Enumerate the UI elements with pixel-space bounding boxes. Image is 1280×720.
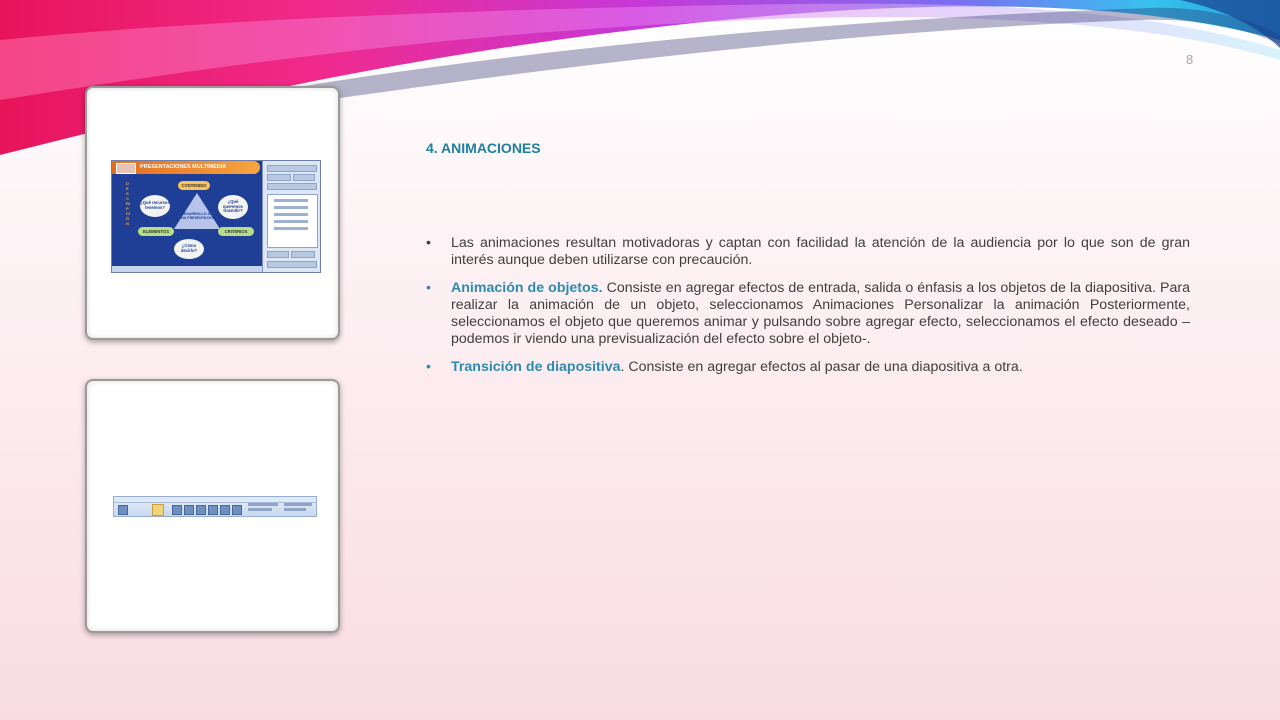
presentation-screenshot: [111, 160, 321, 273]
ribbon-button: [196, 505, 206, 515]
ribbon-button: [118, 505, 128, 515]
bullet-marker: •: [426, 359, 431, 375]
pane-effect-list: [267, 194, 318, 248]
triangle-label: DESARROLLO DE UNA PRESENTACIÓN: [178, 212, 216, 221]
bullet-item: [426, 280, 1190, 348]
bullet-item: [426, 235, 1190, 269]
ribbon-button: [220, 505, 230, 515]
bullet-text: . Consiste en agregar efectos al pasar de una diapositiva a otra.: [620, 359, 1023, 375]
ribbon-option: [284, 503, 312, 506]
triangle-shape: [174, 193, 220, 229]
cloud-queremos: ¿Qué queremos trasmitir?: [218, 195, 248, 219]
image-card-presentation: [85, 86, 340, 340]
pane-button: [293, 174, 315, 181]
logo-thumbnail: [116, 163, 136, 174]
screenshot-title: PRESENTACIONES MULTIMEDIA: [112, 161, 260, 174]
ribbon-option: [248, 508, 272, 511]
pill-criterios: CRITERIOS: [218, 227, 254, 236]
bullet-term: Animación de objetos.: [451, 280, 603, 296]
bullet-term: Transición de diapositiva: [451, 359, 621, 375]
cloud-recursos: ¿Qué recursos tenemos?: [140, 195, 170, 217]
page-number: 8: [1186, 52, 1194, 67]
ribbon-button: [172, 505, 182, 515]
ribbon-button: [152, 504, 164, 516]
bullet-text: Las animaciones resultan motivadoras y captan con facilidad la atención de la audiencia por lo que son de gran interés aunque deben utilizarse con precaución.: [451, 235, 1190, 268]
pane-list-item: [274, 227, 308, 230]
status-bar: [112, 266, 262, 272]
image-card-ribbon: [85, 379, 340, 633]
pane-list-item: [274, 213, 308, 216]
vertical-label: DESCRIPCIÓN: [126, 181, 130, 226]
pane-header: [267, 165, 317, 172]
bullet-marker: •: [426, 280, 431, 296]
bullet-list: [426, 235, 1190, 387]
pane-list-item: [274, 206, 308, 209]
bullet-marker: •: [426, 235, 431, 251]
pill-contenido: CONTENIDO: [178, 181, 210, 190]
animation-pane: [262, 161, 321, 272]
pane-field: [267, 183, 317, 190]
bullet-text: Consiste en agregar efectos de entrada, salida o énfasis a los objetos de la diapositiva. Para realizar la animación de un objeto, seleccionamos Animaciones Personalizar la animación Posteriormente, seleccionamos el objeto que queremos animar y pulsando sobre agregar efecto, seleccionamos el efecto deseado –podemos ir viendo una previsualización del efecto sobre el objeto-.: [451, 280, 1190, 347]
ribbon-button: [184, 505, 194, 515]
pane-button: [267, 174, 291, 181]
ribbon-option: [248, 503, 278, 506]
ribbon-screenshot: [113, 496, 317, 517]
ribbon-button: [208, 505, 218, 515]
pane-button: [267, 251, 289, 258]
pill-elementos: ELEMENTOS: [138, 227, 174, 236]
pane-list-item: [274, 220, 308, 223]
pane-footer: [267, 261, 317, 268]
pane-list-item: [274, 199, 308, 202]
cloud-como: ¿Cómo decirlo?: [174, 239, 204, 259]
ribbon-button: [232, 505, 242, 515]
ribbon-option: [284, 508, 306, 511]
pane-button: [291, 251, 315, 258]
slide-heading: 4. ANIMACIONES: [426, 140, 541, 156]
bullet-item: [426, 359, 1190, 376]
